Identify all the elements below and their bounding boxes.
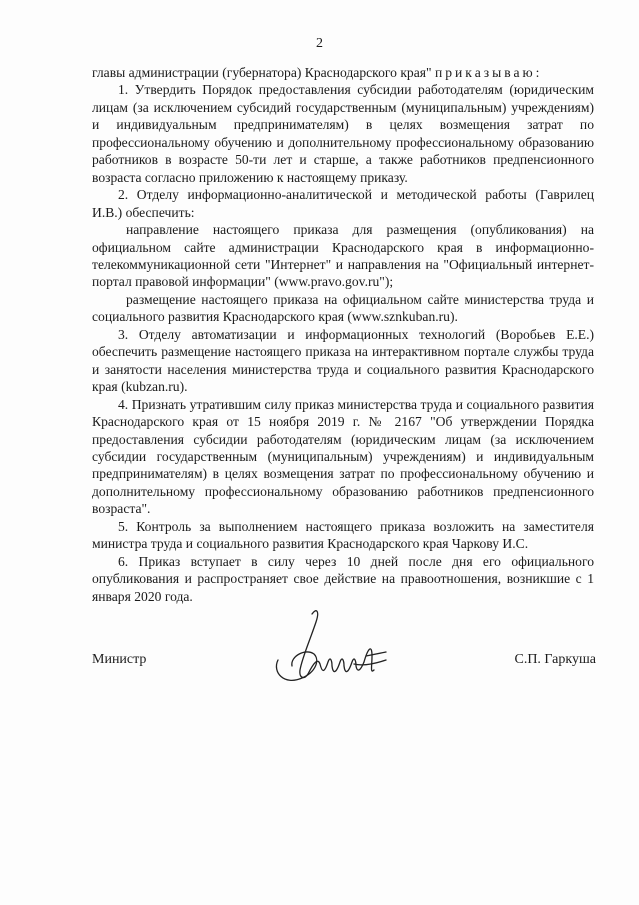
intro-text: главы администрации (губернатора) Краснодарского края" [92, 65, 435, 80]
paragraph-2-item-a: направление настоящего приказа для размещения (опубликования) на официальном сайте администрации Краснодарского края в информационно-телекоммуникационной сети "Интернет" и направления на "Официальный интернет-портал правовой информации" (www.pravo.gov.ru"); [92, 222, 594, 290]
signatory-name: С.П. Гаркуша [514, 652, 596, 667]
paragraph-3: 3. Отделу автоматизации и информационных технологий (Воробьев Е.Е.) обеспечить размещение настоящего приказа на интерактивном портале службы труда и занятости населения министерства труда и социального развития Краснодарского края (kubzan.ru). [92, 326, 594, 395]
paragraph-2: 2. Отделу информационно-аналитической и методической работы (Гаврилец И.В.) обеспечить: [92, 187, 594, 220]
order-body [92, 64, 594, 605]
paragraph-2-item-b: размещение настоящего приказа на официальном сайте министерства труда и социального развития Краснодарского края (www.sznkuban.ru). [92, 291, 594, 325]
page-number: 2 [316, 36, 323, 51]
paragraph-4: 4. Признать утратившим силу приказ министерства труда и социального развития Краснодарского края от 15 ноября 2019 г. № 2167 "Об утверждении Порядка предоставления субсидии работодателям (юридическим лицам (за исключением субсидии государственным (муниципальным) учреждениям) и индивидуальным предпринимателям) в целях возмещения затрат по профессиональному обучению и дополнительному профессиональному образованию работников предпенсионного возраста". [92, 396, 594, 517]
handwritten-signature-icon [262, 600, 392, 690]
signatory-role: Министр [92, 652, 147, 667]
paragraph-intro [92, 64, 594, 81]
order-keyword: приказываю: [434, 65, 543, 80]
paragraph-1: 1. Утвердить Порядок предоставления субсидии работодателям (юридическим лицам (за исключением субсидий государственным (муниципальным) учреждениям) и индивидуальным предпринимателям) в целях возмещения затрат по профессиональному обучению и дополнительному профессиональному образованию работников в возрасте 50-ти лет и старше, а также работников предпенсионного возраста согласно приложению к настоящему приказу. [92, 82, 594, 185]
paragraph-5: 5. Контроль за выполнением настоящего приказа возложить на заместителя министра труда и социального развития Краснодарского края Чаркову И.С. [92, 518, 594, 552]
paragraph-6: 6. Приказ вступает в силу через 10 дней после дня его официального опубликования и распространяет свое действие на правоотношения, возникшие с 1 января 2020 года. [92, 553, 594, 604]
